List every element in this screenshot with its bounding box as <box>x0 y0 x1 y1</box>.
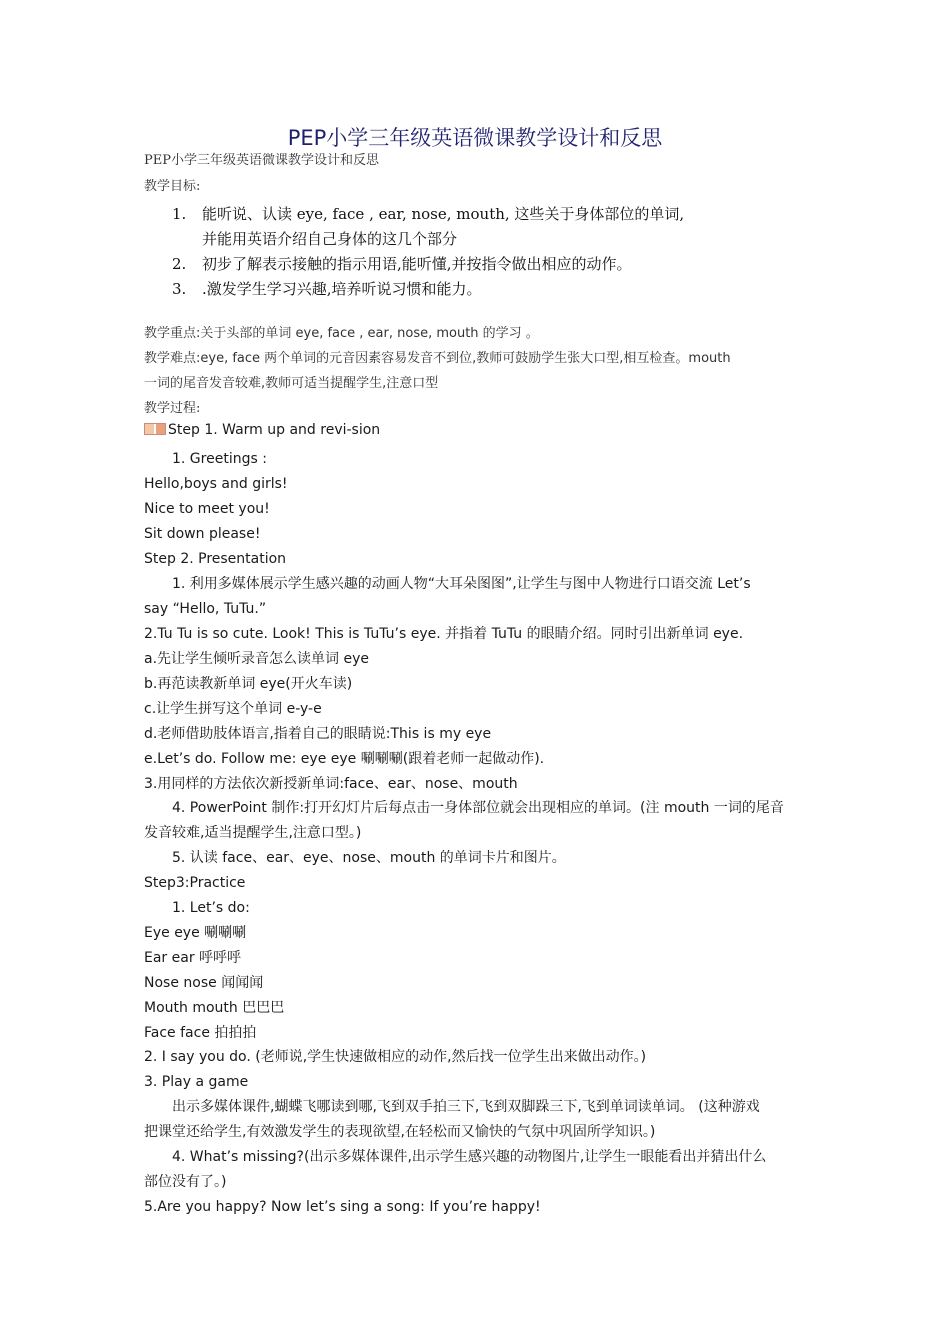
body-line: 5.Are you happy? Now let’s sing a song: If you’re happy! <box>144 1199 541 1215</box>
step-1-text: Step 1. Warm up and revi-sion <box>168 422 381 438</box>
goal-item-1 <box>172 203 684 224</box>
chant-line: Face face 拍拍拍 <box>144 1025 257 1041</box>
body-line: say “Hello, TuTu.” <box>144 601 267 617</box>
body-line: d.老师借助肢体语言,指着自己的眼睛说:This is my eye <box>144 726 492 742</box>
goal-text: 能听说、认读 eye, face , ear, nose, mouth, 这些关于身体部位的单词, <box>202 205 685 223</box>
body-line: Hello,boys and girls! <box>144 476 288 492</box>
body-line: 1. 利用多媒体展示学生感兴趣的动画人物“大耳朵图图”,让学生与图中人物进行口语交流 Let’s <box>172 576 751 592</box>
body-line: Sit down please! <box>144 526 261 542</box>
body-line: 2. I say you do. (老师说,学生快速做相应的动作,然后找一位学生出来做出动作。) <box>144 1049 647 1065</box>
body-line: a.先让学生倾听录音怎么读单词 eye <box>144 651 369 667</box>
body-line: 1. Let’s do: <box>172 900 250 916</box>
difficulty-line-2: 一词的尾音发音较难,教师可适当提醒学生,注意口型 <box>144 376 439 391</box>
body-line: e.Let’s do. Follow me: eye eye 唰唰唰(跟着老师一起做动作). <box>144 751 545 767</box>
chant-line: Mouth mouth 巴巴巴 <box>144 1000 285 1016</box>
body-line: 3.用同样的方法依次新授新单词:face、ear、nose、mouth <box>144 776 518 792</box>
step-2-heading: Step 2. Presentation <box>144 551 287 567</box>
body-line: 把课堂还给学生,有效激发学生的表现欲望,在轻松而又愉快的气氛中巩固所学知识。) <box>144 1124 656 1140</box>
body-line: 出示多媒体课件,蝴蝶飞哪读到哪,飞到双手拍三下,飞到双脚跺三下,飞到单词读单词。 (这种游戏 <box>172 1099 760 1115</box>
body-line: 部位没有了。) <box>144 1174 227 1190</box>
chant-line: Eye eye 唰唰唰 <box>144 925 247 941</box>
body-line: b.再范读教新单词 eye(开火车读) <box>144 676 353 692</box>
goal-item-2 <box>172 253 632 274</box>
goal-number: 2. <box>172 255 187 273</box>
image-icon <box>144 423 166 435</box>
body-line: c.让学生拼写这个单词 e-y-e <box>144 701 322 717</box>
goal-number: 3. <box>172 280 187 298</box>
body-line: Nice to meet you! <box>144 501 270 517</box>
body-line: 4. PowerPoint 制作:打开幻灯片后每点击一身体部位就会出现相应的单词。(注 mouth 一词的尾音 <box>172 800 784 816</box>
body-line: 2.Tu Tu is so cute. Look! This is TuTu’s eye. 并指着 TuTu 的眼睛介绍。同时引出新单词 eye. <box>144 626 744 642</box>
difficulty-line-1: 教学难点:eye, face 两个单词的元音因素容易发音不到位,教师可鼓励学生张大口型,相互检查。mouth <box>144 351 731 366</box>
goal-number: 1. <box>172 205 187 223</box>
step-1-heading <box>144 421 380 439</box>
document-title: PEP小学三年级英语微课教学设计和反思 <box>287 126 663 150</box>
process-label: 教学过程: <box>144 401 201 416</box>
goal-item-1-continued: 并能用英语介绍自己身体的这几个部分 <box>202 230 458 248</box>
step-3-heading: Step3:Practice <box>144 875 246 891</box>
goals-label: 教学目标: <box>144 179 201 194</box>
subtitle: PEP小学三年级英语微课教学设计和反思 <box>144 153 379 168</box>
goal-text: .激发学生学习兴趣,培养听说习惯和能力。 <box>202 280 482 298</box>
body-line: 3. Play a game <box>144 1074 249 1090</box>
body-line: 4. What’s missing?(出示多媒体课件,出示学生感兴趣的动物图片,让学生一眼能看出并猜出什么 <box>172 1149 767 1165</box>
goal-item-3 <box>172 278 482 299</box>
chant-line: Nose nose 闻闻闻 <box>144 975 264 991</box>
body-line: 1. Greetings : <box>172 451 267 467</box>
goal-text: 初步了解表示接触的指示用语,能听懂,并按指令做出相应的动作。 <box>202 255 632 273</box>
body-line: 5. 认读 face、ear、eye、nose、mouth 的单词卡片和图片。 <box>172 850 566 866</box>
body-line: 发音较难,适当提醒学生,注意口型。) <box>144 825 362 841</box>
key-point: 教学重点:关于头部的单词 eye, face , ear, nose, mouth 的学习 。 <box>144 326 539 341</box>
chant-line: Ear ear 呼呼呼 <box>144 950 242 966</box>
